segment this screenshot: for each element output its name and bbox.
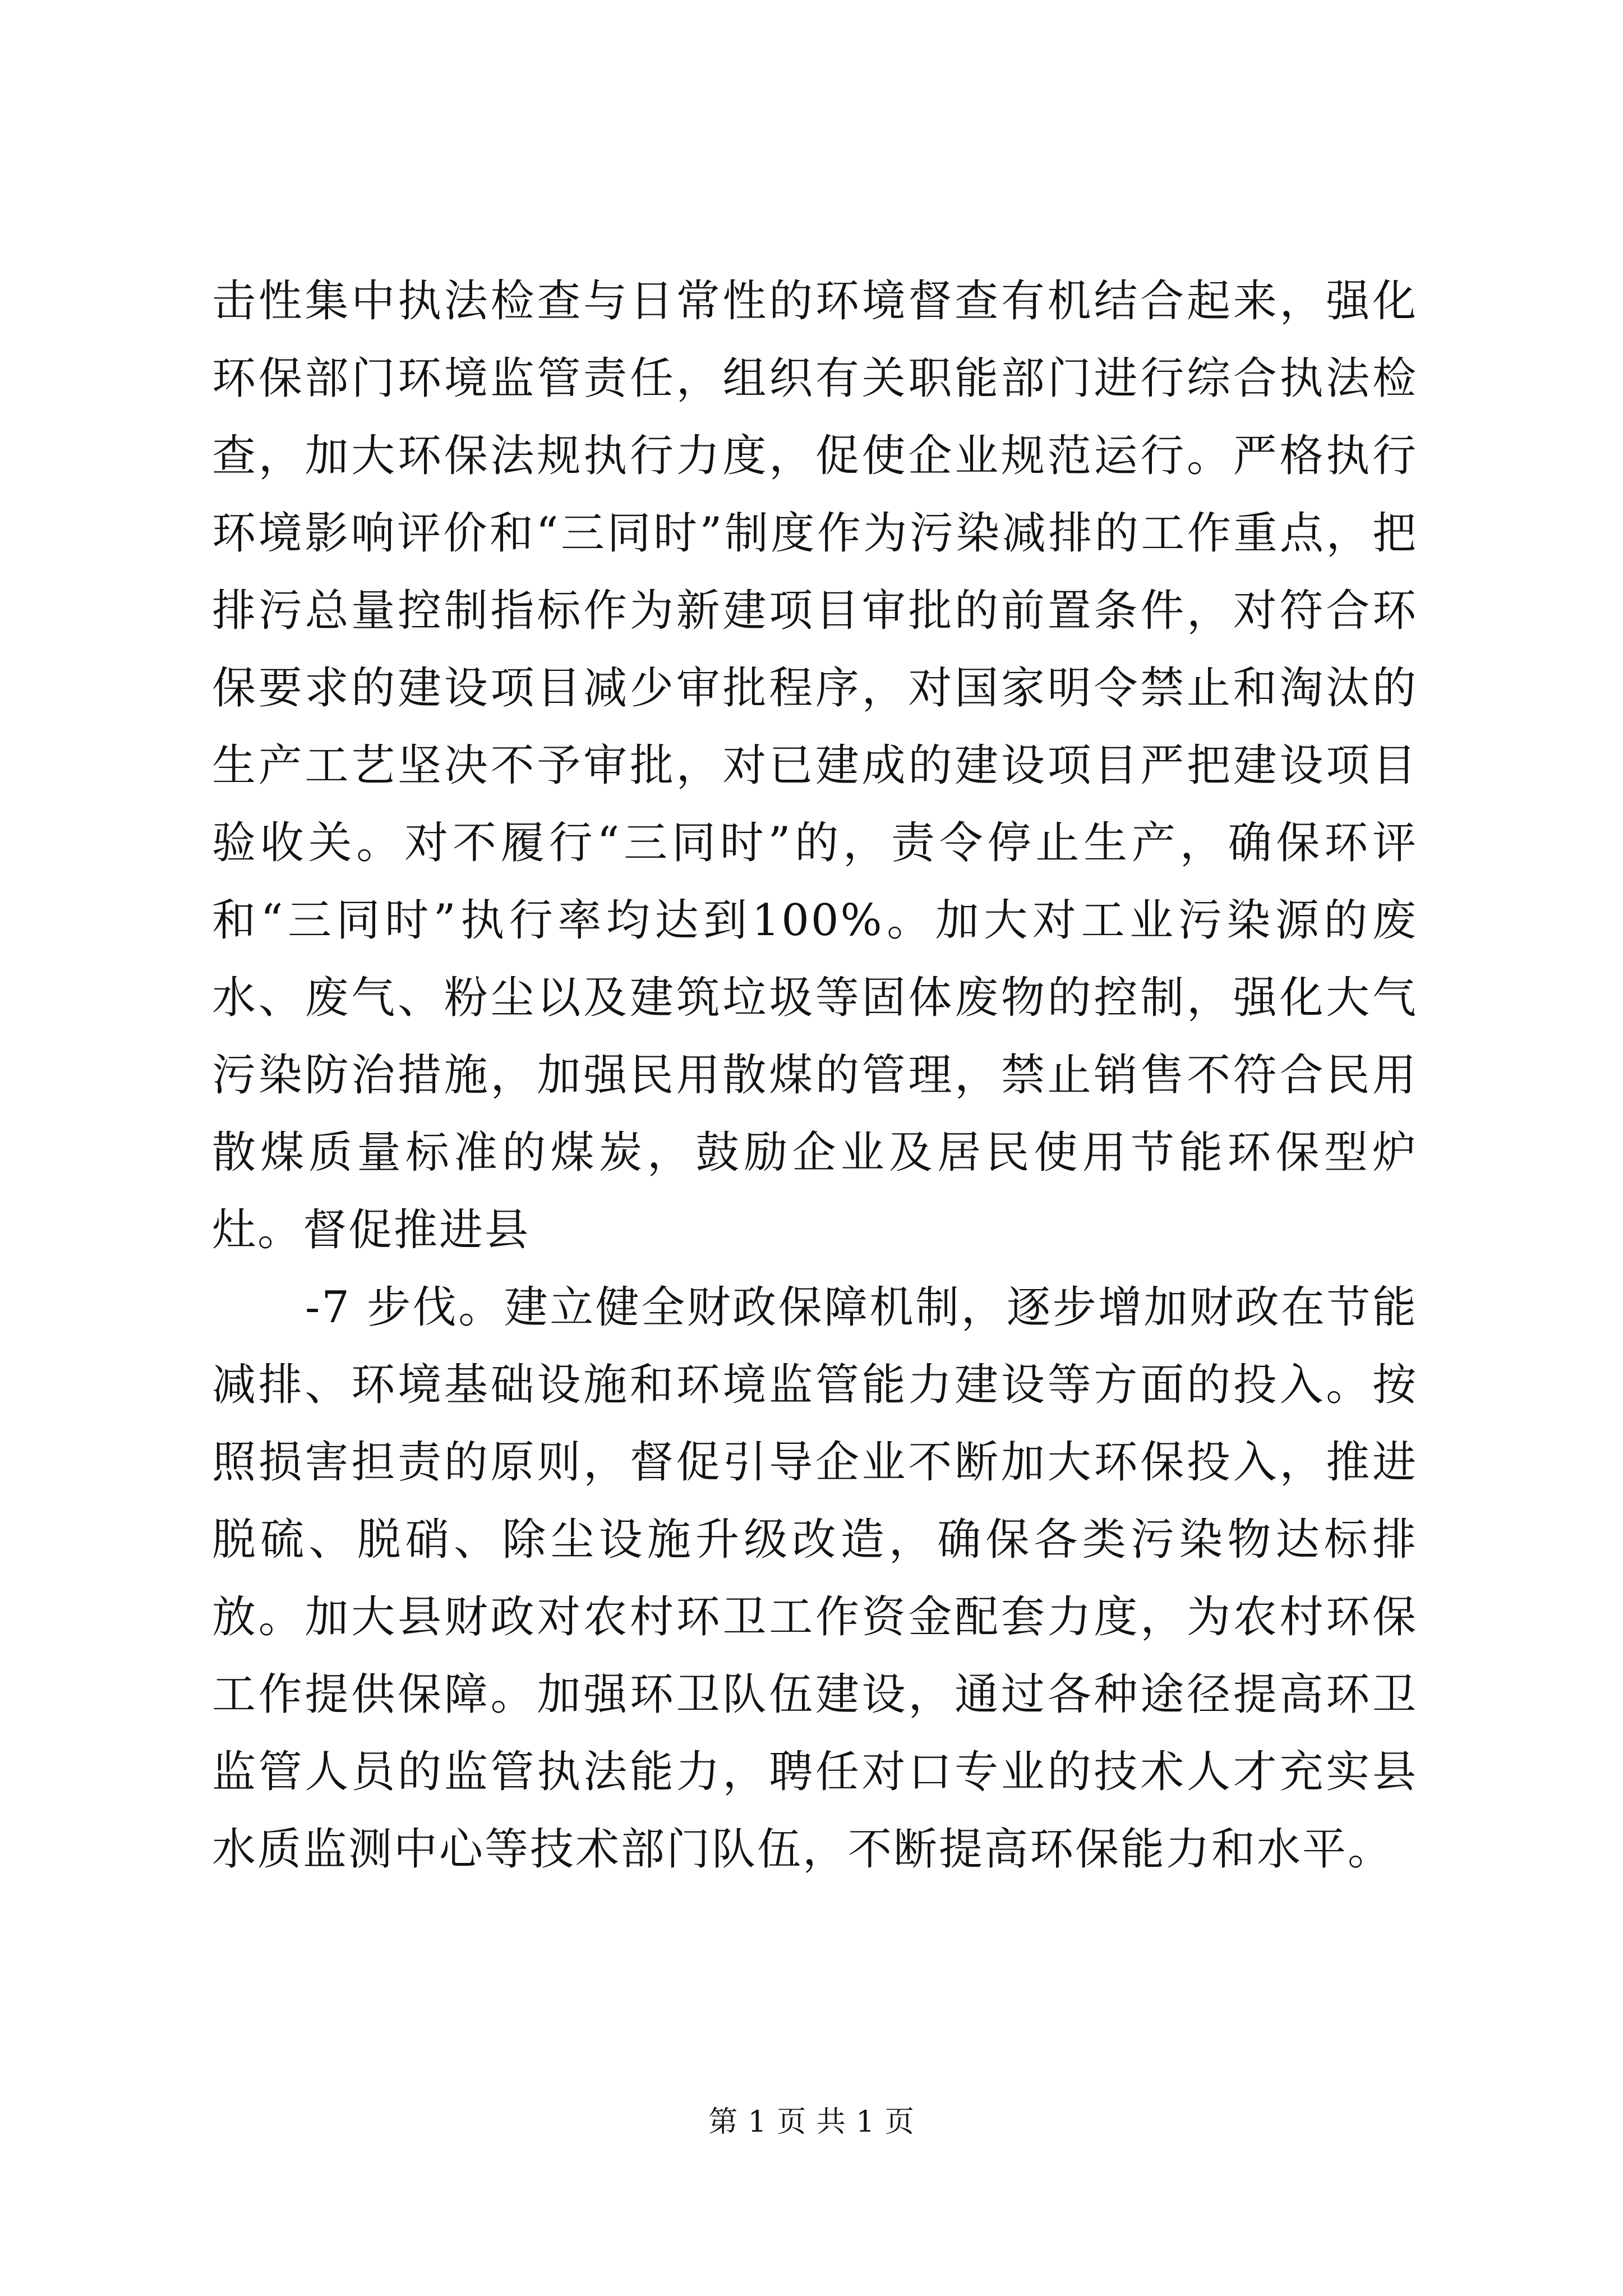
page-footer: 第 1 页 共 1 页 <box>708 2105 915 2139</box>
body-text <box>212 263 1418 1888</box>
paragraph-2: -7 步伐。建立健全财政保障机制，逐步增加财政在节能减排、环境基础设施和环境监管能力建设等方面的投入。按照损害担责的原则，督促引导企业不断加大环保投入，推进脱硫、脱硝、除尘设施升级改造，确保各类污染物达标排放。加大县财政对农村环卫工作资金配套力度，为农村环保工作提供保障。加强环卫队伍建设，通过各种途径提高环卫监管人员的监管执法能力，聘任对口专业的技术人才充实县水质监测中心等技术部门队伍，不断提高环保能力和水平。 <box>212 1282 1418 1875</box>
paragraph-1: 击性集中执法检查与日常性的环境督查有机结合起来，强化环保部门环境监管责任，组织有关职能部门进行综合执法检查，加大环保法规执行力度，促使企业规范运行。严格执行环境影响评价和“三同时”制度作为污染减排的工作重点，把排污总量控制指标作为新建项目审批的前置条件，对符合环保要求的建设项目减少审批程序，对国家明令禁止和淘汰的生产工艺坚决不予审批，对已建成的建设项目严把建设项目验收关。对不履行“三同时”的，责令停止生产，确保环评和“三同时”执行率均达到100%。加大对工业污染源的废水、废气、粉尘以及建筑垃圾等固体废物的控制，强化大气污染防治措施，加强民用散煤的管理，禁止销售不符合民用散煤质量标准的煤炭，鼓励企业及居民使用节能环保型炉灶。督促推进县 <box>212 276 1418 1255</box>
